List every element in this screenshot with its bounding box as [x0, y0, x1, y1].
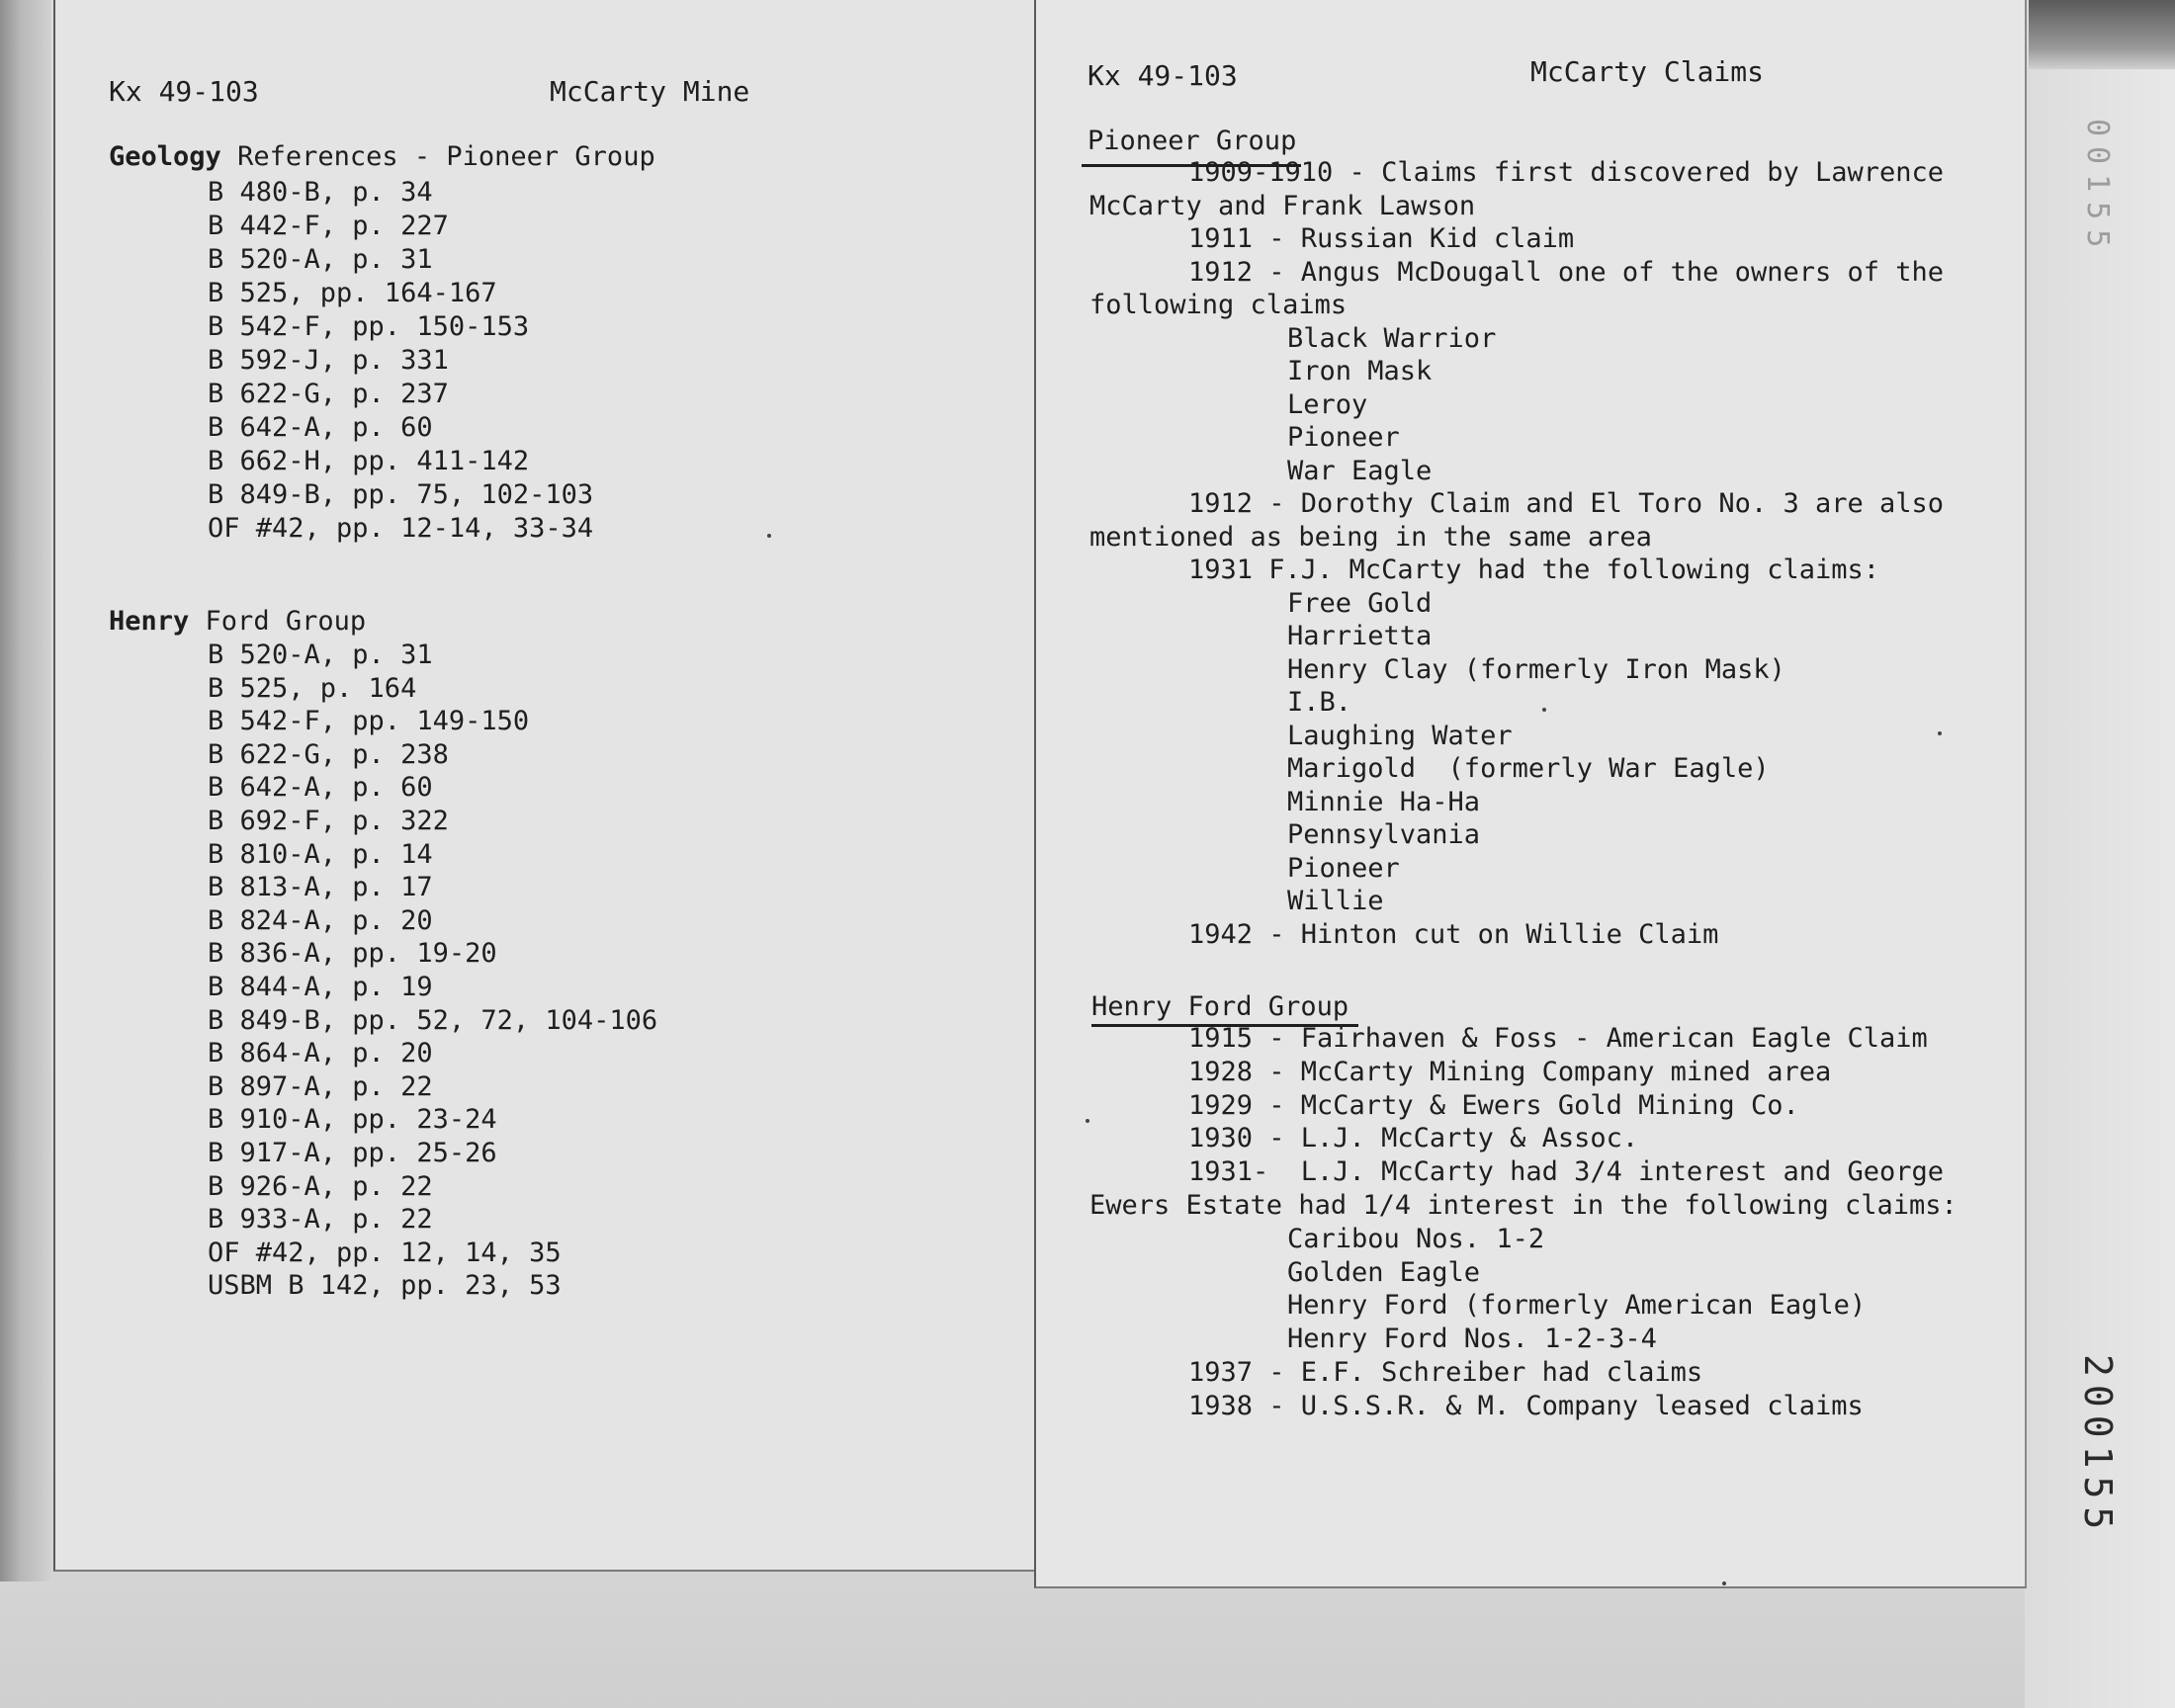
pioneer-claim-line: Laughing Water [1287, 720, 1513, 751]
henry-claim-line: 1929 - McCarty & Ewers Gold Mining Co. [1188, 1089, 1799, 1121]
henry-claim-line: 1930 - L.J. McCarty & Assoc. [1188, 1123, 1639, 1154]
henry-ref-item: B 864-A, p. 20 [208, 1038, 433, 1069]
henry-ref-item: USBM B 142, pp. 23, 53 [208, 1270, 562, 1302]
henry-ref-item: B 520-A, p. 31 [208, 640, 433, 670]
scan-edge-shadow [0, 0, 51, 1708]
henry-refs-heading-rest: Ford Group [205, 606, 367, 637]
archive-stamp: 200155 [2076, 1354, 2120, 1538]
henry-ref-item: B 622-G, p. 238 [208, 738, 449, 770]
henry-ref-item: B 525, p. 164 [208, 672, 417, 704]
henry-ref-item: B 849-B, pp. 52, 72, 104-106 [208, 1004, 658, 1036]
pioneer-refs-heading-rest: References - Pioneer Group [237, 141, 655, 172]
henry-ref-item: B 926-A, p. 22 [208, 1170, 433, 1202]
henry-ref-item: OF #42, pp. 12, 14, 35 [208, 1237, 562, 1268]
dust-speck [1542, 708, 1546, 712]
scan-tab-shadow [2029, 0, 2175, 69]
henry-claim-line: 1931- L.J. McCarty had 3/4 interest and George [1188, 1156, 1945, 1188]
pioneer-ref-item: B 642-A, p. 60 [208, 412, 433, 443]
pioneer-claim-line: Marigold (formerly War Eagle) [1287, 753, 1770, 784]
dust-speck [1722, 1581, 1726, 1585]
henry-refs-heading-bold: Henry [109, 606, 190, 637]
left-card-title: McCarty Mine [550, 75, 750, 108]
pioneer-claim-line: Free Gold [1287, 587, 1433, 619]
pioneer-claim-line: following claims [1089, 290, 1348, 320]
pioneer-ref-item: B 622-G, p. 237 [208, 379, 449, 409]
henry-refs-heading [109, 605, 366, 639]
pioneer-ref-item: B 662-H, pp. 411-142 [208, 446, 530, 476]
pioneer-claim-line: Pennsylvania [1287, 819, 1481, 850]
henry-ref-item: B 824-A, p. 20 [208, 904, 433, 936]
henry-claim-line: 1928 - McCarty Mining Company mined area [1188, 1056, 1832, 1087]
pioneer-ref-item: B 849-B, pp. 75, 102-103 [208, 479, 594, 510]
henry-ref-item: B 542-F, pp. 149-150 [208, 706, 530, 737]
pioneer-claim-line: Minnie Ha-Ha [1287, 786, 1481, 817]
pioneer-claim-line: Black Warrior [1287, 322, 1497, 354]
pioneer-claim-line: 1909-1910 - Claims first discovered by Lawrence [1188, 157, 1945, 188]
henry-ref-item: B 810-A, p. 14 [208, 838, 433, 870]
right-file-number: Kx 49-103 [1088, 59, 1238, 92]
pioneer-ref-item: B 542-F, pp. 150-153 [208, 311, 530, 342]
pioneer-claim-line: Pioneer [1287, 422, 1400, 453]
henry-claim-line: 1915 - Fairhaven & Foss - American Eagle Claim [1188, 1023, 1928, 1054]
pioneer-claim-line: Henry Clay (formerly Iron Mask) [1287, 653, 1785, 685]
left-file-number: Kx 49-103 [109, 75, 259, 108]
henry-group-heading: Henry Ford Group [1091, 991, 1349, 1022]
pioneer-claim-line: 1911 - Russian Kid claim [1188, 223, 1575, 254]
faint-archive-stamp: 00155 [2080, 119, 2115, 258]
henry-claim-line: 1938 - U.S.S.R. & M. Company leased claims [1188, 1390, 1864, 1421]
pioneer-claim-line: Iron Mask [1287, 356, 1433, 386]
pioneer-claim-line: 1912 - Dorothy Claim and El Toro No. 3 are also [1188, 488, 1945, 519]
pioneer-claim-line: Leroy [1287, 388, 1368, 420]
henry-ref-item: B 933-A, p. 22 [208, 1204, 433, 1236]
left-index-card [53, 0, 1034, 1572]
henry-ref-item: B 813-A, p. 17 [208, 872, 433, 903]
pioneer-ref-item: OF #42, pp. 12-14, 33-34 [208, 513, 594, 544]
pioneer-claim-line: Harrietta [1287, 621, 1433, 651]
henry-ref-item: B 897-A, p. 22 [208, 1070, 433, 1102]
pioneer-claim-line: Pioneer [1287, 852, 1400, 884]
pioneer-claim-line: 1912 - Angus McDougall one of the owners of the [1188, 256, 1945, 288]
dust-speck [767, 534, 771, 538]
henry-ref-item: B 642-A, p. 60 [208, 772, 433, 804]
pioneer-claim-line: mentioned as being in the same area [1089, 521, 1652, 553]
pioneer-refs-heading [109, 140, 655, 174]
pioneer-claim-line: War Eagle [1287, 455, 1433, 486]
henry-claim-line: Henry Ford Nos. 1-2-3-4 [1287, 1324, 1657, 1355]
pioneer-claim-line: 1931 F.J. McCarty had the following claims: [1188, 555, 1879, 585]
henry-ref-item: B 836-A, pp. 19-20 [208, 938, 497, 970]
henry-ref-item: B 917-A, pp. 25-26 [208, 1138, 497, 1168]
henry-claim-line: 1937 - E.F. Schreiber had claims [1188, 1357, 1703, 1388]
pioneer-ref-item: B 520-A, p. 31 [208, 244, 433, 275]
henry-claim-line: Ewers Estate had 1/4 interest in the following claims: [1089, 1190, 1958, 1221]
pioneer-claim-line: 1942 - Hinton cut on Willie Claim [1188, 918, 1719, 950]
pioneer-ref-item: B 525, pp. 164-167 [208, 278, 497, 308]
pioneer-claim-line: Willie [1287, 886, 1384, 916]
pioneer-group-heading: Pioneer Group [1088, 126, 1297, 156]
pioneer-claim-line: McCarty and Frank Lawson [1089, 190, 1476, 221]
henry-claim-line: Henry Ford (formerly American Eagle) [1287, 1290, 1867, 1322]
henry-ref-item: B 910-A, pp. 23-24 [208, 1104, 497, 1136]
scan-bottom-margin [0, 1581, 2175, 1708]
pioneer-refs-heading-bold: Geology [109, 141, 221, 172]
dust-speck [1938, 731, 1942, 735]
dust-speck [1086, 1119, 1089, 1123]
right-card-title: McCarty Claims [1530, 55, 1765, 88]
henry-claim-line: Caribou Nos. 1-2 [1287, 1223, 1545, 1254]
pioneer-ref-item: B 480-B, p. 34 [208, 177, 433, 208]
henry-claim-line: Golden Eagle [1287, 1256, 1481, 1288]
pioneer-claim-line: I.B. [1287, 687, 1352, 718]
henry-ref-item: B 844-A, p. 19 [208, 972, 433, 1002]
pioneer-ref-item: B 442-F, p. 227 [208, 211, 449, 241]
henry-ref-item: B 692-F, p. 322 [208, 806, 449, 836]
pioneer-ref-item: B 592-J, p. 331 [208, 345, 449, 376]
